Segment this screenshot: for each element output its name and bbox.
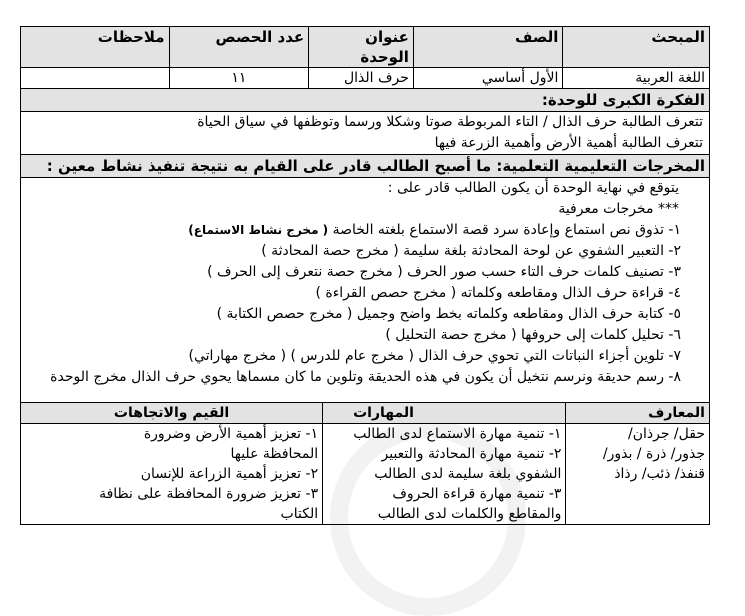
outcome-item-text: ١- تذوق نص استماع وإعادة سرد قصة الاستماع بلغته الخاصة	[332, 222, 681, 238]
header-periods: عدد الحصص	[169, 27, 309, 67]
skills-title: المهارات	[322, 403, 565, 423]
bottom-body-row	[21, 424, 709, 524]
values-line: الكتاب	[280, 506, 319, 522]
outcome-item: ٦- تحليل كلمات إلى حروفها ( مخرج حصة التحليل )	[385, 327, 681, 343]
knowledge-title: المعارف	[565, 403, 709, 423]
outcomes-subhead: *** مخرجات معرفية	[558, 201, 679, 217]
info-unit-title: حرف الذال	[308, 68, 413, 88]
bottom-header-row	[21, 403, 709, 424]
knowledge-cell	[565, 424, 709, 524]
outcome-item: ٧- تلوين أجزاء النباتات التي تحوي حرف الذال ( مخرج عام للدرس ) ( مخرج مهاراتي)	[188, 348, 681, 364]
outcome-item	[21, 220, 709, 241]
header-grade: الصف	[413, 27, 563, 67]
knowledge-line: جذور/ ذرة / بذور/	[602, 446, 705, 462]
outcomes-intro: يتوقع في نهاية الوحدة أن يكون الطالب قادر على :	[387, 180, 679, 196]
outcome-item: ٨- رسم حديقة ونرسم نتخيل أن يكون في هذه الحديقة وتلوين ما كان مسماها يحوي حرف الذال مخرج الوحدة	[50, 369, 681, 385]
header-row	[21, 27, 709, 68]
big-idea-body	[21, 112, 709, 155]
info-periods: ١١	[169, 68, 309, 88]
outcomes-title: المخرجات التعليمية التعلمية: ما أصبح الطالب قادر على القيام به نتيجة تنفيذ نشاط معين :	[21, 155, 709, 178]
big-idea-line: تتعرف الطالبة حرف الذال / التاء المربوطة صوتا وشكلا ورسما وتوظفها في سياق الحياة	[197, 114, 703, 130]
skills-cell	[322, 424, 565, 524]
values-line: ٣- تعزيز ضرورة المحافظة على نظافة	[99, 486, 319, 502]
knowledge-line: حقل/ جرذان/	[627, 426, 705, 442]
outcome-item-tag: ( مخرج نشاط الاستماع)	[188, 223, 329, 237]
knowledge-line: قنفذ/ ذئب/ رذاذ	[614, 466, 705, 482]
info-row	[21, 68, 709, 89]
big-idea-title: الفكرة الكبرى للوحدة:	[21, 89, 709, 112]
header-unit-title: عنوان الوحدة	[308, 27, 413, 67]
values-title: القيم والاتجاهات	[113, 405, 230, 421]
unit-plan-table	[20, 26, 710, 525]
outcome-item: ٢- التعبير الشفوي عن لوحة المحادثة بلغة سليمة ( مخرج حصة المحادثة )	[261, 243, 681, 259]
outcome-item: ٤- قراءة حرف الذال ومقاطعه وكلماته ( مخرج حصص القراءة )	[315, 285, 681, 301]
values-line: المحافظة عليها	[230, 446, 319, 462]
outcome-item: ٥- كتابة حرف الذال ومقاطعه وكلماته بخط واضح وجميل ( مخرج حصص الكتابة )	[216, 306, 681, 322]
values-line: ١- تعزيز أهمية الأرض وضرورة	[143, 426, 319, 442]
big-idea-line: تتعرف الطالبة أهمية الأرض وأهمية الزرعة فيها	[434, 135, 703, 151]
info-subject: اللغة العربية	[562, 68, 709, 88]
skills-line: ١- تنمية مهارة الاستماع لدى الطالب	[353, 426, 562, 442]
header-notes: ملاحظات	[21, 27, 169, 67]
skills-line: ٣- تنمية مهارة قراءة الحروف	[392, 486, 562, 502]
info-notes	[21, 68, 169, 88]
values-cell	[21, 424, 322, 524]
info-grade: الأول أساسي	[413, 68, 563, 88]
skills-line: ٢- تنمية مهارة المحادثة والتعبير	[381, 446, 562, 462]
skills-line: الشفوي بلغة سليمة لدى الطالب	[374, 466, 562, 482]
outcomes-body	[21, 178, 709, 403]
values-line: ٢- تعزيز أهمية الزراعة للإنسان	[140, 466, 319, 482]
skills-line: والمقاطع والكلمات لدى الطالب	[377, 506, 562, 522]
header-subject: المبحث	[562, 27, 709, 67]
outcome-item: ٣- تصنيف كلمات حرف التاء حسب صور الحرف ( مخرج حصة نتعرف إلى الحرف )	[207, 264, 681, 280]
